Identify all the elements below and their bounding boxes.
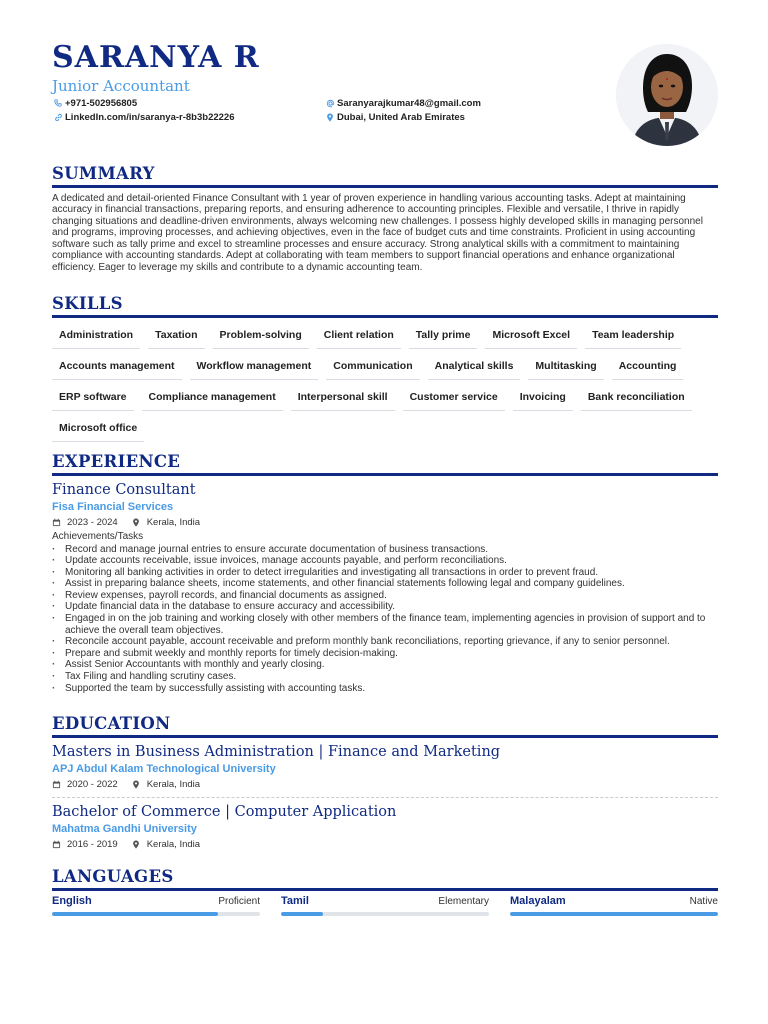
language-name: Malayalam (510, 894, 566, 907)
job-location: Kerala, India (146, 516, 201, 528)
skill-tag: Customer service (403, 386, 505, 411)
job-role: Finance Consultant (52, 481, 196, 498)
list-item: · Supported the team by successfully assisting with accounting tasks. (52, 683, 718, 695)
location-pin-icon (324, 113, 336, 122)
skill-tag: Compliance management (142, 386, 283, 411)
proficiency-bar-fill (52, 912, 218, 916)
skills-list (52, 324, 718, 448)
candidate-name: SARANYA R (52, 40, 260, 75)
skills-section (52, 294, 718, 448)
education-location: Kerala, India (146, 778, 201, 790)
language-level: Proficient (218, 895, 260, 907)
contact-email (324, 97, 584, 109)
contact-linkedin (52, 111, 324, 123)
education-section (52, 714, 718, 851)
company-name: Fisa Financial Services (52, 500, 174, 513)
language-item (52, 895, 260, 916)
degree-title: Bachelor of Commerce | Computer Application (52, 803, 397, 820)
summary-section (52, 164, 718, 274)
list-item: · Prepare and submit weekly and monthly reports for timely decision-making. (52, 648, 718, 660)
skill-tag: Administration (52, 324, 140, 349)
location-pin-icon (132, 780, 144, 789)
language-name: Tamil (281, 894, 309, 907)
list-item: · Record and manage journal entries to ensure accurate documentation of business transactions. (52, 544, 718, 556)
summary-heading: SUMMARY (52, 164, 155, 183)
school-name: Mahatma Gandhi University (52, 822, 197, 835)
location-text: Dubai, United Arab Emirates (337, 111, 465, 123)
skill-tag: Tally prime (409, 324, 478, 349)
skill-tag: Workflow management (190, 355, 319, 380)
at-icon (324, 99, 336, 108)
education-dates: 2016 - 2019 (67, 838, 118, 850)
school-name: APJ Abdul Kalam Technological University (52, 762, 276, 775)
job-title: Junior Accountant (52, 77, 190, 95)
location-pin-icon (132, 518, 144, 527)
achievements-list (52, 544, 718, 695)
skill-tag: Analytical skills (428, 355, 521, 380)
section-divider (52, 473, 718, 476)
list-item: · Engaged in on the job training and working closely with other members of the finance team, implementing agencies in provision of support and to achieve the overall team objectives. (52, 613, 718, 636)
language-name: English (52, 894, 92, 907)
skill-tag: Interpersonal skill (291, 386, 395, 411)
section-divider (52, 315, 718, 318)
section-divider (52, 185, 718, 188)
proficiency-bar-fill (281, 912, 323, 916)
list-item: · Review expenses, payroll records, and financial documents as assigned. (52, 590, 718, 602)
link-icon (52, 113, 64, 122)
education-location: Kerala, India (146, 838, 201, 850)
linkedin-text[interactable]: LinkedIn.com/in/saranya-r-8b3b22226 (65, 111, 235, 123)
language-item (510, 895, 718, 916)
skill-tag: Microsoft office (52, 417, 144, 442)
list-item: · Monitoring all banking activities in order to detect irregularities and investigating all transactions in order to prevent fraud. (52, 567, 718, 579)
skill-tag: Microsoft Excel (485, 324, 577, 349)
skill-tag: ERP software (52, 386, 134, 411)
skill-tag: Invoicing (513, 386, 573, 411)
languages-heading: LANGUAGES (52, 867, 174, 886)
calendar-icon (52, 840, 64, 849)
proficiency-bar (281, 912, 489, 916)
list-item: · Tax Filing and handling scrutiny cases. (52, 671, 718, 683)
skill-tag: Bank reconciliation (581, 386, 692, 411)
languages-section (52, 867, 718, 916)
experience-heading: EXPERIENCE (52, 452, 181, 471)
list-item: · Reconcile account payable, account receivable and preform monthly bank reconciliations, reporting grievance, if any to senior personnel. (52, 636, 718, 648)
skill-tag: Client relation (317, 324, 401, 349)
list-item: · Update accounts receivable, issue invoices, manage accounts payable, and perform reconciliations. (52, 555, 718, 567)
language-level: Elementary (438, 895, 489, 907)
entry-divider (52, 797, 718, 798)
degree-title: Masters in Business Administration | Finance and Marketing (52, 743, 501, 760)
calendar-icon (52, 780, 64, 789)
profile-photo (616, 44, 718, 146)
skill-tag: Taxation (148, 324, 204, 349)
achievements-label: Achievements/Tasks (52, 530, 144, 542)
skill-tag: Accounting (612, 355, 684, 380)
list-item: · Update financial data in the database to ensure accuracy and accessibility. (52, 601, 718, 613)
proficiency-bar (510, 912, 718, 916)
skill-tag: Team leadership (585, 324, 681, 349)
education-meta (52, 838, 718, 851)
skill-tag: Multitasking (528, 355, 603, 380)
language-item (281, 895, 489, 916)
skill-tag: Problem-solving (213, 324, 309, 349)
list-item: · Assist Senior Accountants with monthly and yearly closing. (52, 659, 718, 671)
phone-text[interactable]: +971-502956805 (65, 97, 138, 109)
education-heading: EDUCATION (52, 714, 171, 733)
job-meta (52, 516, 718, 529)
phone-icon (52, 99, 64, 107)
education-dates: 2020 - 2022 (67, 778, 118, 790)
skills-heading: SKILLS (52, 294, 123, 313)
location-pin-icon (132, 840, 144, 849)
proficiency-bar-fill (510, 912, 718, 916)
education-entry (52, 743, 718, 791)
section-divider (52, 735, 718, 738)
contact-location (324, 111, 584, 123)
languages-list (52, 895, 718, 916)
skill-tag: Accounts management (52, 355, 182, 380)
section-divider (52, 888, 718, 891)
summary-text: A dedicated and detail-oriented Finance Consultant with 1 year of proven experience in handling various accounting tasks. Adept at maintaining accuracy in financial transactions, preparing reports, and ensuring adherence to accounting principles. Flexible and versatile, I thrive in rapidly changing situations and deadline-driven environments, always welcoming new challenges. I possess highly developed skills in managing personnel and programs, improving processes, and achieving objectives, even in the face of budget cuts and time constraints. Proficient in using accounting software such as tally prime and excel to streamline processes and ensure accuracy. Strong analytical skills with a commitment to maintaining compliance with accounting standards. Adept at collaborating with team members to support financial operations and enhance organizational efficiency. Eager to leverage my skills and contribute to a dynamic accounting team. (52, 192, 703, 274)
skill-tag: Communication (326, 355, 419, 380)
language-level: Native (689, 895, 718, 907)
email-text[interactable]: Saranyarajkumar48@gmail.com (337, 97, 481, 109)
experience-section (52, 452, 718, 694)
education-entry (52, 803, 718, 851)
education-meta (52, 778, 718, 791)
job-dates: 2023 - 2024 (67, 516, 118, 528)
list-item: · Assist in preparing balance sheets, income statements, and other financial statements following legal and company guidelines. (52, 578, 718, 590)
proficiency-bar (52, 912, 260, 916)
contact-phone (52, 97, 324, 109)
calendar-icon (52, 518, 64, 527)
